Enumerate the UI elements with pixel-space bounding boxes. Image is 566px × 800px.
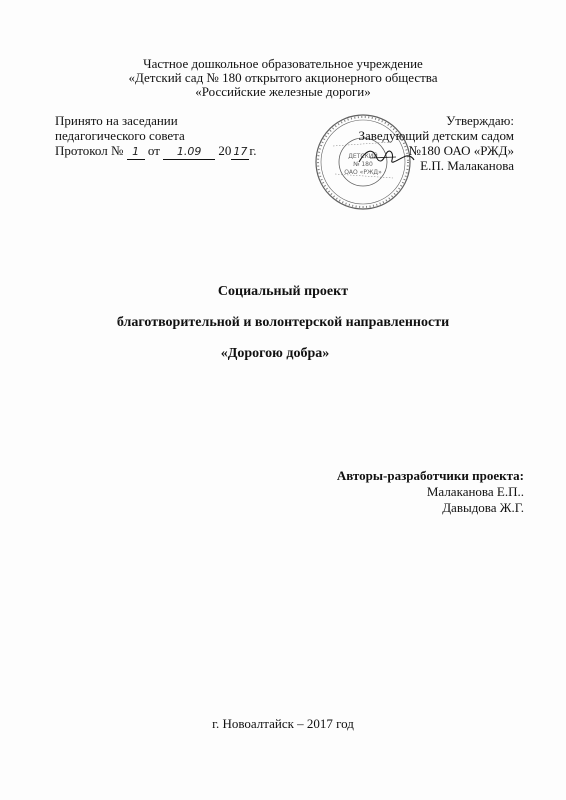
protocol-prefix: Протокол № xyxy=(55,143,124,158)
institution-short: №180 ОАО «РЖД» xyxy=(408,143,514,158)
author-2: Давыдова Ж.Г. xyxy=(442,500,524,515)
author-1: Малаканова Е.П.. xyxy=(426,484,524,499)
authors-block xyxy=(337,468,524,516)
project-subtitle: благотворительной и волонтерской направленности xyxy=(116,315,450,330)
protocol-number: 1 xyxy=(127,144,145,160)
from-label: от xyxy=(147,143,160,158)
head-position: Заведующий детским садом xyxy=(358,128,514,143)
council-approval-block xyxy=(55,113,257,160)
council-line-1: Принято на заседании xyxy=(55,113,178,128)
council-line-2: педагогического совета xyxy=(55,128,185,143)
head-approval-block xyxy=(359,113,514,173)
protocol-line xyxy=(55,143,257,160)
approve-label: Утверждаю: xyxy=(446,113,514,128)
org-name-line-3: «Российские железные дороги» xyxy=(195,84,371,99)
svg-text:№ 180: № 180 xyxy=(353,161,373,168)
svg-text:ДЕТСКИЙ: ДЕТСКИЙ xyxy=(348,153,378,160)
protocol-year: 17 xyxy=(233,145,248,158)
org-name-line-2: «Детский сад № 180 открытого акционерного общества xyxy=(128,70,438,85)
year-prefix: 20 xyxy=(218,143,232,158)
head-name: Е.П. Малаканова xyxy=(420,158,514,173)
city-year: г. Новоалтайск – 2017 год xyxy=(212,716,354,731)
org-name-line-1: Частное дошкольное образовательное учреждение xyxy=(143,56,423,71)
year-suffix: г. xyxy=(249,143,257,158)
authors-heading: Авторы-разработчики проекта: xyxy=(336,468,524,483)
protocol-date: 1.09 xyxy=(163,144,215,160)
project-name: «Дорогою добра» xyxy=(220,346,330,361)
project-title: Социальный проект xyxy=(217,284,349,299)
svg-text:ОАО «РЖД»: ОАО «РЖД» xyxy=(344,169,382,176)
